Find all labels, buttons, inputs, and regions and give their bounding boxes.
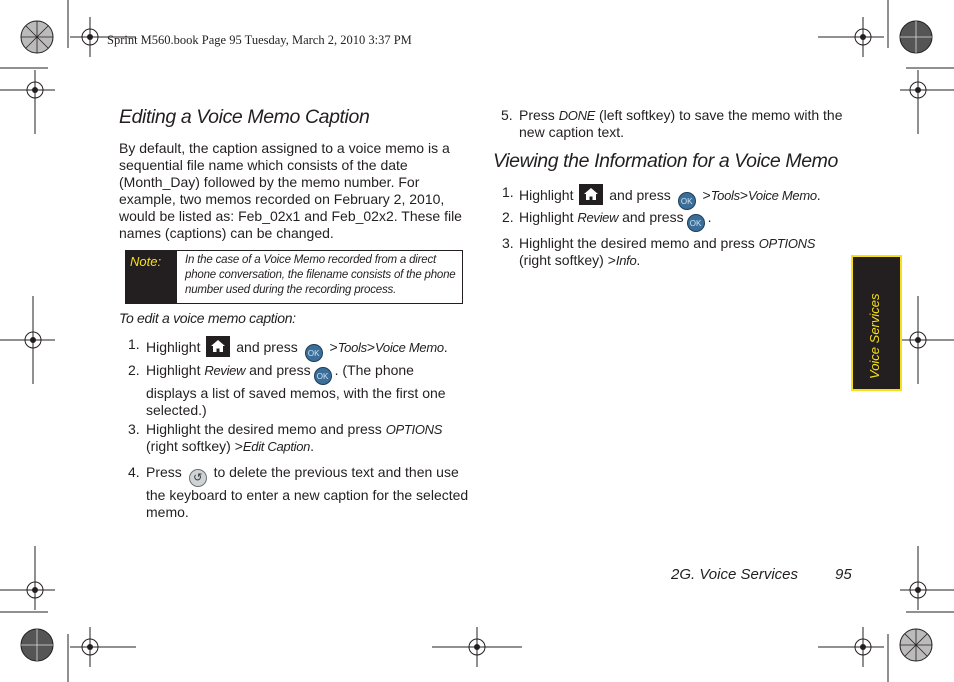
ok-key-icon: OK xyxy=(314,367,332,385)
left-step-2: Highlight Review and press OK . (The phone displays a list of saved memos, with the first one selected.) xyxy=(146,362,446,418)
step-number: 4. xyxy=(128,464,140,480)
left-step-1: Highlight and press OK >Tools>Voice Memo. xyxy=(146,336,476,362)
section-side-tab xyxy=(851,255,902,391)
footer-section: 2G. Voice Services xyxy=(671,566,798,583)
home-key-icon xyxy=(206,336,230,357)
right-step-3: Highlight the desired memo and press OPTIONS (right softkey) >Info. xyxy=(519,235,816,268)
step-number: 3. xyxy=(502,235,514,251)
home-key-icon xyxy=(579,184,603,205)
step-number: 1. xyxy=(128,336,140,352)
section-title-viewing: Viewing the Information for a Voice Memo xyxy=(493,150,838,172)
step-number: 2. xyxy=(502,209,514,225)
step-number: 1. xyxy=(502,184,514,200)
ok-key-icon: OK xyxy=(687,214,705,232)
left-step-3: Highlight the desired memo and press OPTIONS (right softkey) >Edit Caption. xyxy=(146,421,443,454)
right-step-5: Press DONE (left softkey) to save the memo with the new caption text. xyxy=(519,107,843,140)
note-text: In the case of a Voice Memo recorded from a direct phone conversation, the filename consists of the phone number used during the recording process. xyxy=(185,254,456,296)
intro-paragraph: By default, the caption assigned to a voice memo is a sequential file name which consists of the date (Month_Day) followed by the memo number. For example, two memos recorded on February 2, 2010, would be listed as: Feb_02x1 and Feb_02x2. These file names (captions) can be changed. xyxy=(119,140,462,241)
ok-key-icon: OK xyxy=(678,192,696,210)
page-number: 95 xyxy=(835,566,852,583)
step-number: 5. xyxy=(501,107,513,123)
note-box xyxy=(125,250,463,304)
section-title-editing: Editing a Voice Memo Caption xyxy=(119,106,370,128)
back-key-icon: ↺ xyxy=(189,469,207,487)
ok-key-icon: OK xyxy=(305,344,323,362)
right-step-2: Highlight Review and press OK . xyxy=(519,209,841,232)
note-label: Note: xyxy=(126,251,177,303)
print-header: Sprint M560.book Page 95 Tuesday, March 2, 2010 3:37 PM xyxy=(107,33,412,47)
left-step-4: Press ↺ to delete the previous text and then use the keyboard to enter a new caption for the selected memo. xyxy=(146,464,469,520)
side-tab-label: Voice Services xyxy=(867,293,882,379)
step-number: 3. xyxy=(128,421,140,437)
step-number: 2. xyxy=(128,362,140,378)
right-step-1: Highlight and press OK >Tools>Voice Memo. xyxy=(519,184,849,210)
procedure-title: To edit a voice memo caption: xyxy=(119,310,296,326)
